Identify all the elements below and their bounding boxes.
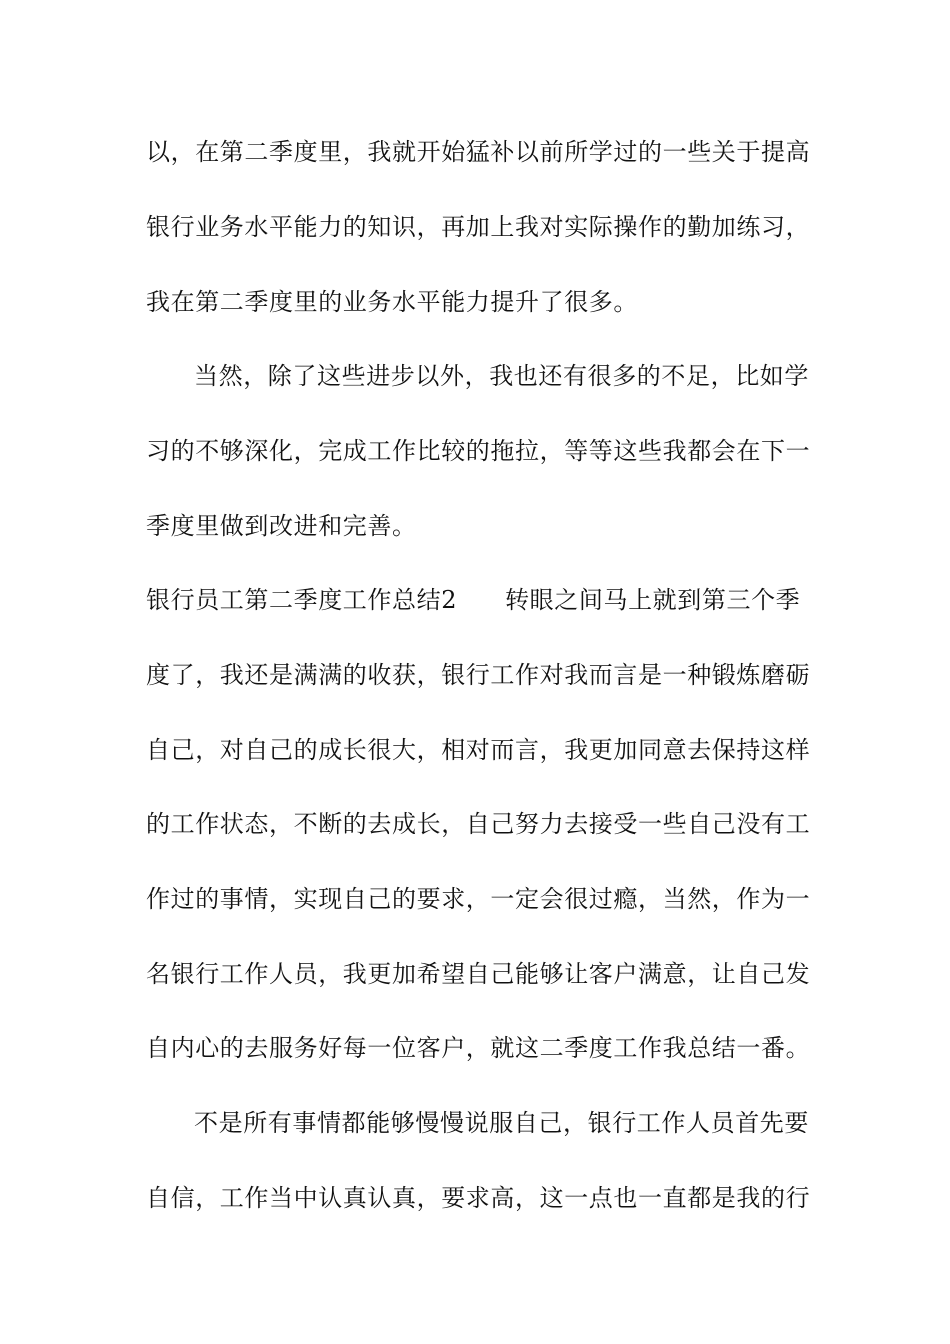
body-line: 作过的事情，实现自己的要求，一定会很过瘾，当然，作为一: [146, 885, 811, 913]
body-line: 银行业务水平能力的知识，再加上我对实际操作的勤加练习，: [146, 213, 811, 241]
body-line: 的工作状态，不断的去成长，自己努力去接受一些自己没有工: [146, 810, 811, 838]
section-heading: 银行员工第二季度工作总结2: [146, 586, 458, 614]
body-line: 以，在第二季度里，我就开始猛补以前所学过的一些关于提高: [146, 138, 811, 166]
body-line: 名银行工作人员，我更加希望自己能够让客户满意，让自己发: [146, 960, 811, 988]
body-line: 当然，除了这些进步以外，我也还有很多的不足，比如学: [194, 362, 809, 390]
body-line: 季度里做到改进和完善。: [146, 512, 417, 540]
body-line: 自信，工作当中认真认真，要求高，这一点也一直都是我的行: [146, 1184, 811, 1212]
body-line: 自己，对自己的成长很大，相对而言，我更加同意去保持这样: [146, 736, 811, 764]
body-text: 转眼之间马上就到第三个季: [505, 586, 801, 614]
body-line: 自内心的去服务好每一位客户，就这二季度工作我总结一番。: [146, 1034, 811, 1062]
body-line: 我在第二季度里的业务水平能力提升了很多。: [146, 288, 638, 316]
body-line: 度了，我还是满满的收获，银行工作对我而言是一种锻炼磨砺: [146, 661, 811, 689]
body-line: 习的不够深化，完成工作比较的拖拉，等等这些我都会在下一: [146, 437, 811, 465]
body-line: 不是所有事情都能够慢慢说服自己，银行工作人员首先要: [194, 1109, 809, 1137]
heading-line: [146, 580, 816, 620]
